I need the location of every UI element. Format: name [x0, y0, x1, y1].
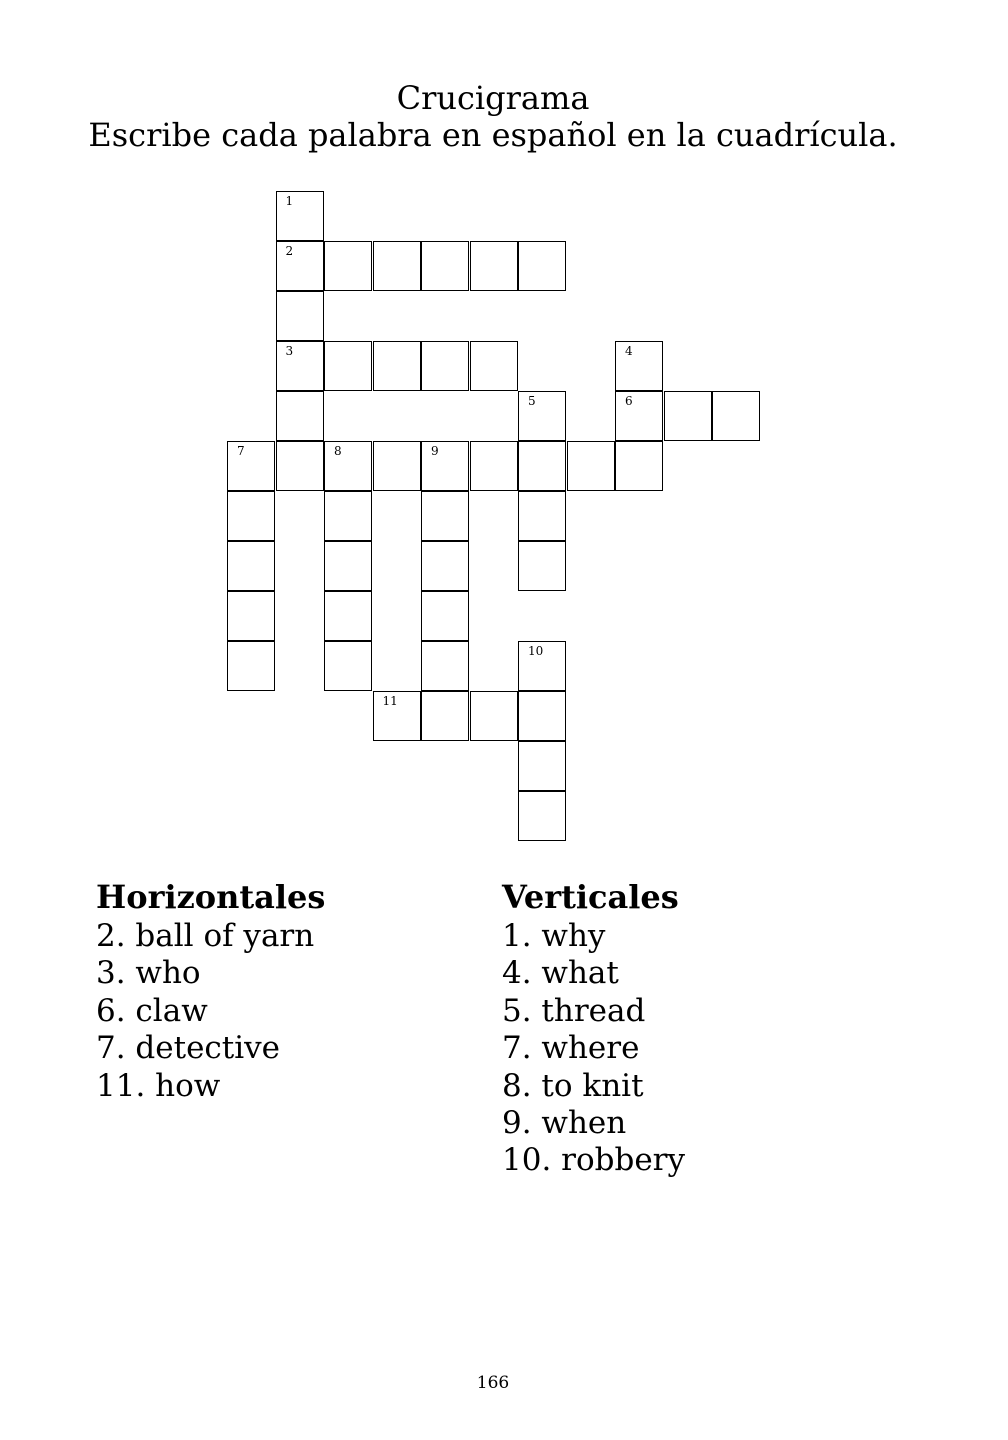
grid-cell[interactable]	[324, 491, 372, 541]
grid-cell[interactable]	[421, 441, 469, 491]
grid-cell[interactable]	[567, 441, 615, 491]
grid-cell[interactable]	[276, 391, 324, 441]
grid-cell[interactable]	[518, 541, 566, 591]
clue-number: 11	[382, 694, 398, 708]
grid-cell[interactable]	[421, 691, 469, 741]
clue-number: 4	[625, 344, 633, 358]
grid-cell[interactable]	[227, 441, 275, 491]
grid-cell[interactable]	[324, 341, 372, 391]
grid-cell[interactable]	[324, 241, 372, 291]
clue-number: 3	[285, 344, 294, 358]
page-number: 166	[476, 1373, 510, 1393]
grid-cell[interactable]	[373, 441, 421, 491]
grid-cell[interactable]	[421, 241, 469, 291]
grid-cell[interactable]	[615, 341, 663, 391]
grid-cell[interactable]	[421, 491, 469, 541]
grid-cell[interactable]	[373, 691, 421, 741]
down-clue: 1. why	[502, 918, 606, 954]
down-heading: Verticales	[502, 878, 679, 916]
across-clue: 3. who	[96, 955, 201, 992]
across-clue: 6. claw	[96, 992, 208, 1029]
grid-cell[interactable]	[518, 641, 566, 691]
grid-cell[interactable]	[518, 741, 566, 791]
grid-cell[interactable]	[324, 641, 372, 691]
grid-cell[interactable]	[518, 691, 566, 741]
grid-cell[interactable]	[421, 341, 469, 391]
down-clue: 10. robbery	[502, 1142, 686, 1179]
grid-cell[interactable]	[664, 391, 712, 441]
grid-cell[interactable]	[324, 591, 372, 641]
across-clue: 11. how	[96, 1067, 221, 1104]
grid-cell[interactable]	[276, 241, 324, 291]
across-clue: 7. detective	[96, 1030, 281, 1067]
grid-cell[interactable]	[518, 391, 566, 441]
grid-cell[interactable]	[276, 291, 324, 341]
clue-number: 6	[625, 394, 633, 408]
clue-number: 8	[334, 444, 342, 458]
grid-cell[interactable]	[324, 541, 372, 591]
down-clues	[502, 876, 685, 1180]
clue-number: 9	[431, 444, 439, 458]
grid-cell[interactable]	[518, 241, 566, 291]
grid-cell[interactable]	[421, 641, 469, 691]
down-clue: 5. thread	[502, 992, 646, 1029]
instructions: Escribe cada palabra en español en la cuadrícula.	[88, 116, 898, 154]
grid-cell[interactable]	[421, 541, 469, 591]
grid-cell[interactable]	[518, 791, 566, 841]
down-clue: 4. what	[502, 955, 619, 992]
grid-cell[interactable]	[276, 191, 324, 241]
down-clue: 9. when	[502, 1105, 627, 1142]
grid-cell[interactable]	[470, 341, 518, 391]
grid-cell[interactable]	[227, 541, 275, 591]
grid-cell[interactable]	[615, 441, 663, 491]
grid-cell[interactable]	[276, 441, 324, 491]
down-clue: 8. to knit	[502, 1067, 644, 1104]
grid-cell[interactable]	[470, 441, 518, 491]
clue-number: 1	[285, 194, 294, 208]
grid-cell[interactable]	[276, 341, 324, 391]
across-heading: Horizontales	[96, 878, 326, 916]
grid-cell[interactable]	[373, 241, 421, 291]
grid-cell[interactable]	[712, 391, 760, 441]
across-clues	[96, 876, 325, 1105]
down-clue: 7. where	[502, 1030, 640, 1067]
clue-number: 5	[528, 394, 536, 408]
grid-cell[interactable]	[421, 591, 469, 641]
grid-cell[interactable]	[518, 491, 566, 541]
grid-cell[interactable]	[227, 491, 275, 541]
clue-number: 7	[237, 444, 245, 458]
grid-cell[interactable]	[227, 641, 275, 691]
grid-cell[interactable]	[518, 441, 566, 491]
grid-cell[interactable]	[615, 391, 663, 441]
clue-number: 2	[285, 244, 294, 258]
grid-cell[interactable]	[470, 241, 518, 291]
grid-cell[interactable]	[324, 441, 372, 491]
page-title: Crucigrama	[396, 79, 590, 117]
grid-cell[interactable]	[373, 341, 421, 391]
across-clue: 2. ball of yarn	[96, 918, 315, 954]
grid-cell[interactable]	[227, 591, 275, 641]
grid-cell[interactable]	[470, 691, 518, 741]
clue-number: 10	[528, 644, 544, 658]
